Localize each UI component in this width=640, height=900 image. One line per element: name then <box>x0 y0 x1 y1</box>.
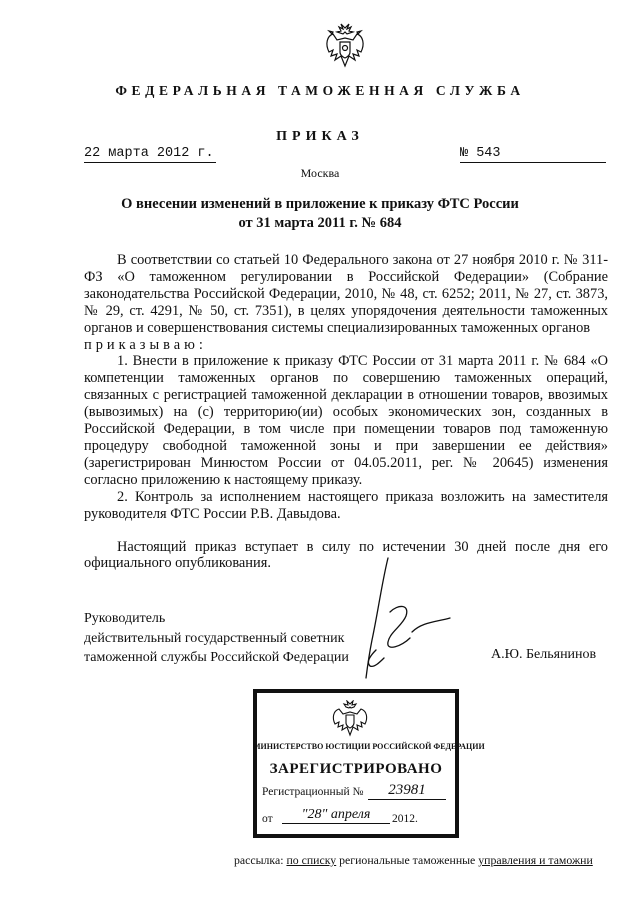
item-1-paragraph: 1. Внести в приложение к приказу ФТС России от 31 марта 2011 г. № 684 «О компетенции таможенных органов по совершению таможенных операций, связанных с регистрацией таможенной декларации в отношении товаров, ввозимых (вывозимых) на (с) территорию(ии) особых экономических зон, созданных в Российской Федерации, в том числе при помещении товаров под таможенную процедуру свободной таможенной зоны и при завершении ее действия» (зарегистрирован Минюстом России от 04.05.2011, рег. № 20645) изменения согласно приложению к настоящему приказу. <box>84 353 608 488</box>
signatory-rank-2: таможенной службы Российской Федерации <box>84 650 349 665</box>
order-word: приказываю: <box>84 336 207 353</box>
stamp-date-value: "28" апреля <box>282 807 390 824</box>
stamp-from-label: от <box>262 813 273 825</box>
signatory-block <box>84 609 349 668</box>
signatory-name: А.Ю. Бельянинов <box>491 647 597 662</box>
stamp-year-value: 2012. <box>392 813 418 825</box>
heading-line-1: О внесении изменений в приложение к приказу ФТС России <box>121 196 519 212</box>
effective-date-paragraph: Настоящий приказ вступает в силу по истечении 30 дней после дня его официального опубликования. <box>84 538 608 572</box>
handwritten-signature-icon <box>340 552 480 692</box>
heading-line-2: от 31 марта 2011 г. № 684 <box>238 215 402 231</box>
signatory-rank: действительный государственный советник <box>84 630 345 646</box>
distribution-part-1: по списку <box>286 853 337 867</box>
distribution-label: рассылка: <box>234 853 284 867</box>
stamp-registration-number-label: Регистрационный № <box>262 786 364 798</box>
stamp-ministry-name: МИНИСТЕРСТВО ЮСТИЦИИ РОССИЙСКОЙ ФЕДЕРАЦИИ <box>253 742 485 751</box>
stamp-registration-number-value: 23981 <box>368 782 446 800</box>
preamble-paragraph: В соответствии со статьей 10 Федерального закона от 27 ноября 2010 г. № 311-ФЗ «О таможенном регулировании в Российской Федерации» (Собрание законодательства Российской Федерации, 2010, № 48, ст. 6252; 2011, № 27, ст. 3873, № 29, ст. 4291, № 50, ст. 7351), в целях упорядочения деятельности таможенных органов и совершенствования системы специализированных таможенных органов <box>84 252 608 336</box>
distribution-part-2: региональные таможенные <box>339 853 476 867</box>
signatory-title: Руководитель <box>84 611 166 626</box>
distribution-part-3: управления и таможни <box>478 853 593 867</box>
order-number: № 543 <box>460 146 606 163</box>
distribution-line <box>234 853 593 868</box>
coat-of-arms-emblem-icon <box>323 22 367 70</box>
item-2-paragraph: 2. Контроль за исполнением настоящего приказа возложить на заместителя руководителя ФТС России Р.В. Давыдова. <box>84 488 608 522</box>
order-date: 22 марта 2012 г. <box>84 146 216 163</box>
agency-name: ФЕДЕРАЛЬНАЯ ТАМОЖЕННАЯ СЛУЖБА <box>115 83 525 98</box>
document-body <box>84 252 608 572</box>
stamp-emblem-icon <box>330 700 370 738</box>
stamp-registered-label: ЗАРЕГИСТРИРОВАНО <box>269 761 443 777</box>
document-heading <box>80 195 560 233</box>
order-city: Москва <box>300 166 340 180</box>
order-title: ПРИКАЗ <box>276 129 364 144</box>
